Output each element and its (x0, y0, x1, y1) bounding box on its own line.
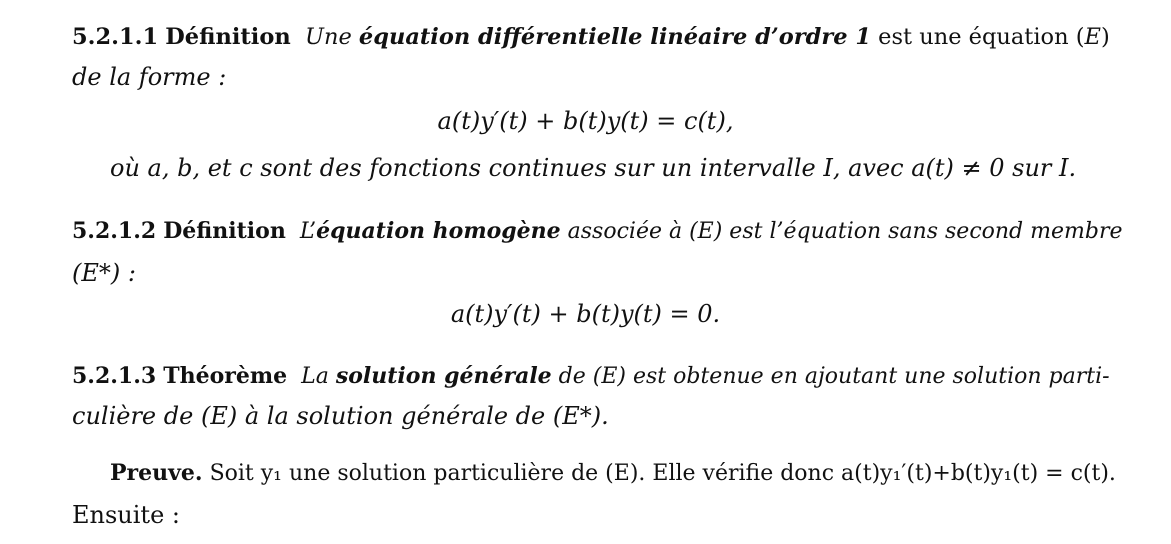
definition-1-number: 5.2.1.1 (72, 24, 159, 50)
definition-2-term: équation homogène (316, 218, 561, 244)
definition-1-note: où a, b, et c sont des fonctions continues sur un intervalle I, avec a(t) ≠ 0 sur I. (110, 154, 1077, 182)
theorem-term: solution générale (335, 363, 552, 389)
definition-1-term: équation différentielle linéaire d’ordre 1 (358, 24, 871, 50)
proof-text: Soit y₁ une solution particulière de (E). Elle vérifie donc a(t)y₁′(t)+b(t)y₁(t) = c(t). (202, 461, 1116, 486)
theorem-text-b: de (E) est obtenue en ajoutant une solution parti- (551, 364, 1110, 389)
definition-1-E: E (1084, 24, 1101, 50)
definition-2-line2: (E*) : (72, 259, 136, 287)
proof-line (110, 458, 1127, 489)
theorem-heading-line (72, 361, 1127, 392)
definition-1-equation: a(t)y′(t) + b(t)y(t) = c(t), (437, 107, 734, 135)
definition-1-close: ) (1100, 24, 1110, 50)
definition-2-kind: Définition (163, 218, 286, 244)
theorem-text-a: La (301, 364, 336, 389)
definition-2-number: 5.2.1.2 (72, 218, 157, 244)
theorem-kind: Théorème (163, 363, 288, 389)
definition-1-heading-line (72, 22, 1127, 52)
theorem-line2: culière de (E) à la solution générale de (E*). (72, 402, 609, 430)
definition-2-text-a: L’ (299, 219, 317, 244)
definition-1-text-a: Une (305, 24, 359, 50)
definition-2-heading-line (72, 216, 1127, 247)
definition-1-line2: de la forme : (72, 63, 227, 91)
definition-2-text-b: associée à (E) est l’équation sans second membre (560, 219, 1123, 244)
definition-2-equation: a(t)y′(t) + b(t)y(t) = 0. (450, 300, 721, 328)
definition-1-kind: Définition (165, 24, 291, 50)
proof-label: Preuve. (110, 460, 203, 486)
proof-line2: Ensuite : (72, 501, 180, 529)
definition-1-text-b: est une équation ( (871, 24, 1085, 50)
theorem-number: 5.2.1.3 (72, 363, 157, 389)
